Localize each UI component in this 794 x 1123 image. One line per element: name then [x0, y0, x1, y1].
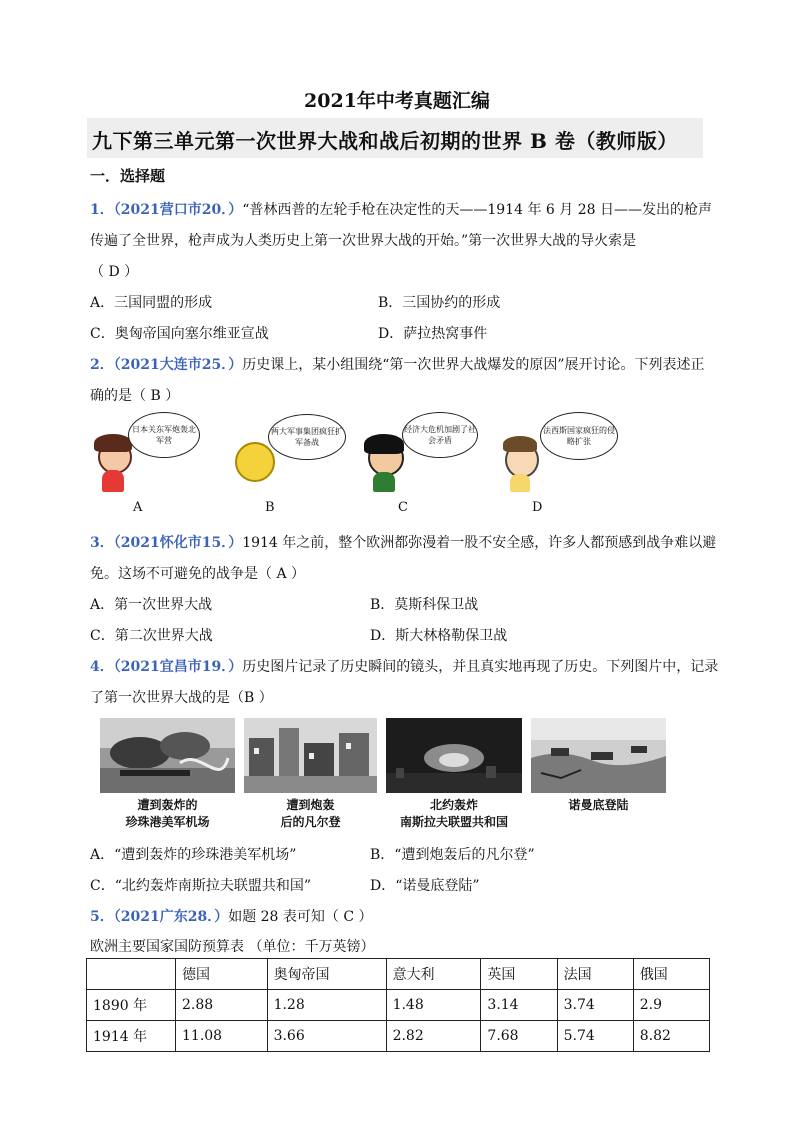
question-3-option-c: C．第二次世界大战 — [90, 628, 213, 644]
caption-a — [100, 797, 235, 831]
table-header-cell: 意大利 — [386, 959, 481, 990]
question-4-option-d: D．“诺曼底登陆” — [370, 878, 480, 894]
question-1-text: “普林西普的左轮手枪在决定性的天——1914 年 6 月 28 日——发出的枪声 — [242, 202, 712, 218]
document-title: 2021年中考真题汇编 — [304, 90, 490, 112]
question-1-line-1 — [90, 199, 712, 219]
question-3-line-2: 免。这场不可避免的战争是（ A ） — [90, 566, 306, 582]
question-3-line-1 — [90, 532, 716, 552]
caption-c — [386, 797, 522, 831]
question-1-option-a: A．三国同盟的形成 — [90, 295, 213, 311]
caption-d-line-1: 诺曼底登陆 — [568, 798, 629, 812]
caption-a-line-1: 遭到轰炸的 — [137, 798, 198, 812]
cartoon-label-a: A — [133, 500, 143, 515]
table-header-cell — [87, 959, 176, 990]
cartoon-label-b: B — [265, 500, 275, 515]
question-1-number: 1． — [90, 202, 114, 218]
photo-verdun — [244, 718, 377, 793]
question-4-option-c: C．“北约轰炸南斯拉夫联盟共和国” — [90, 878, 312, 894]
question-2-text: 历史课上，某小组围绕“第一次世界大战爆发的原因”展开讨论。下列表述正 — [242, 357, 705, 373]
bubble-b: 两大军事集团疯狂扩军备战 — [268, 414, 346, 460]
bubble-c: 经济大危机加剧了社会矛盾 — [402, 412, 478, 458]
student-d-body — [510, 474, 530, 492]
caption-a-line-2: 珍珠港美军机场 — [125, 815, 210, 829]
question-1-option-b: B．三国协约的形成 — [378, 295, 501, 311]
table-row — [87, 1021, 710, 1052]
document-subtitle: 九下第三单元第一次世界大战和战后初期的世界 B 卷（教师版） — [92, 129, 678, 153]
table-header-cell: 德国 — [176, 959, 268, 990]
question-1-option-c: C．奥匈帝国向塞尔维亚宣战 — [90, 326, 269, 342]
question-2-line-1 — [90, 354, 705, 374]
question-1-option-d: D．萨拉热窝事件 — [378, 326, 488, 342]
caption-b-line-2: 后的凡尔登 — [280, 815, 341, 829]
question-4-text: 历史图片记录了历史瞬间的镜头，并且真实地再现了历史。下列图片中，记录 — [242, 659, 719, 675]
table-cell: 1890 年 — [87, 990, 176, 1021]
question-5-text: 如题 28 表可知（ C ） — [228, 909, 373, 925]
question-3-option-b: B．莫斯科保卫战 — [370, 597, 479, 613]
table-cell: 7.68 — [481, 1021, 557, 1052]
table-cell: 3.74 — [557, 990, 633, 1021]
table-cell: 1.28 — [267, 990, 386, 1021]
caption-c-line-2: 南斯拉夫联盟共和国 — [399, 815, 508, 829]
table-header-row — [87, 959, 710, 990]
photo-belgrade-bombing — [386, 718, 522, 793]
caption-b — [244, 797, 377, 831]
caption-d — [531, 797, 666, 814]
table-title: 欧洲主要国家国防预算表 （单位：千万英镑） — [90, 939, 375, 955]
question-4-number: 4． — [90, 659, 114, 675]
table-header-cell: 英国 — [481, 959, 557, 990]
question-4-option-b: B．“遭到炮轰后的凡尔登” — [370, 847, 535, 863]
table-header-cell: 俄国 — [633, 959, 709, 990]
student-c-body — [373, 472, 395, 492]
question-5-line-1 — [90, 906, 373, 926]
question-3-text: 1914 年之前，整个欧洲都弥漫着一股不安全感，许多人都预感到战争难以避 — [242, 535, 717, 551]
table-row — [87, 990, 710, 1021]
question-2-number: 2． — [90, 357, 114, 373]
question-4-line-2: 了第一次世界大战的是（B ） — [90, 690, 273, 706]
question-1-answer: （ D ） — [90, 264, 139, 280]
question-4-source: （2021宜昌市19．） — [113, 659, 243, 675]
table-header-cell: 奥匈帝国 — [267, 959, 386, 990]
discussion-cartoon — [90, 412, 710, 497]
section-heading: 一．选择题 — [90, 167, 166, 185]
question-1-source: （2021营口市20．） — [113, 202, 243, 218]
question-3-option-a: A．第一次世界大战 — [90, 597, 213, 613]
question-3-source: （2021怀化市15．） — [113, 535, 243, 551]
question-1-line-2: 传遍了全世界，枪声成为人类历史上第一次世界大战的开始。”第一次世界大战的导火索是 — [90, 233, 637, 249]
cartoon-label-c: C — [398, 500, 408, 515]
table-cell: 2.88 — [176, 990, 268, 1021]
cartoon-label-d: D — [532, 500, 543, 515]
question-4-line-1 — [90, 656, 718, 676]
table-cell: 8.82 — [633, 1021, 709, 1052]
photo-normandy-landing — [531, 718, 666, 793]
caption-b-line-1: 遭到炮轰 — [286, 798, 335, 812]
student-c-hair — [364, 434, 404, 454]
student-b-face — [235, 442, 275, 482]
table-header-cell: 法国 — [557, 959, 633, 990]
table-cell: 11.08 — [176, 1021, 268, 1052]
question-5-source: （2021广东28．） — [113, 909, 229, 925]
question-2-source: （2021大连市25．） — [113, 357, 243, 373]
bubble-d: 法西斯国家疯狂的侵略扩张 — [540, 412, 618, 460]
table-cell: 3.14 — [481, 990, 557, 1021]
question-3-number: 3． — [90, 535, 114, 551]
question-2-line-2: 确的是（ B ） — [90, 388, 180, 404]
table-cell: 2.9 — [633, 990, 709, 1021]
question-5-number: 5． — [90, 909, 114, 925]
photo-pearl-harbor — [100, 718, 235, 793]
bubble-a: 日本关东军炮轰北军营 — [128, 412, 200, 458]
table-cell: 3.66 — [267, 1021, 386, 1052]
table-cell: 5.74 — [557, 1021, 633, 1052]
question-3-option-d: D．斯大林格勒保卫战 — [370, 628, 508, 644]
question-4-option-a: A．“遭到轰炸的珍珠港美军机场” — [90, 847, 297, 863]
table-cell: 1914 年 — [87, 1021, 176, 1052]
defense-budget-table — [86, 958, 710, 1052]
table-cell: 2.82 — [386, 1021, 481, 1052]
student-a-hair — [94, 434, 132, 452]
student-d-hair — [503, 436, 537, 452]
caption-c-line-1: 北约轰炸 — [429, 798, 478, 812]
student-a-body — [102, 470, 124, 492]
table-cell: 1.48 — [386, 990, 481, 1021]
